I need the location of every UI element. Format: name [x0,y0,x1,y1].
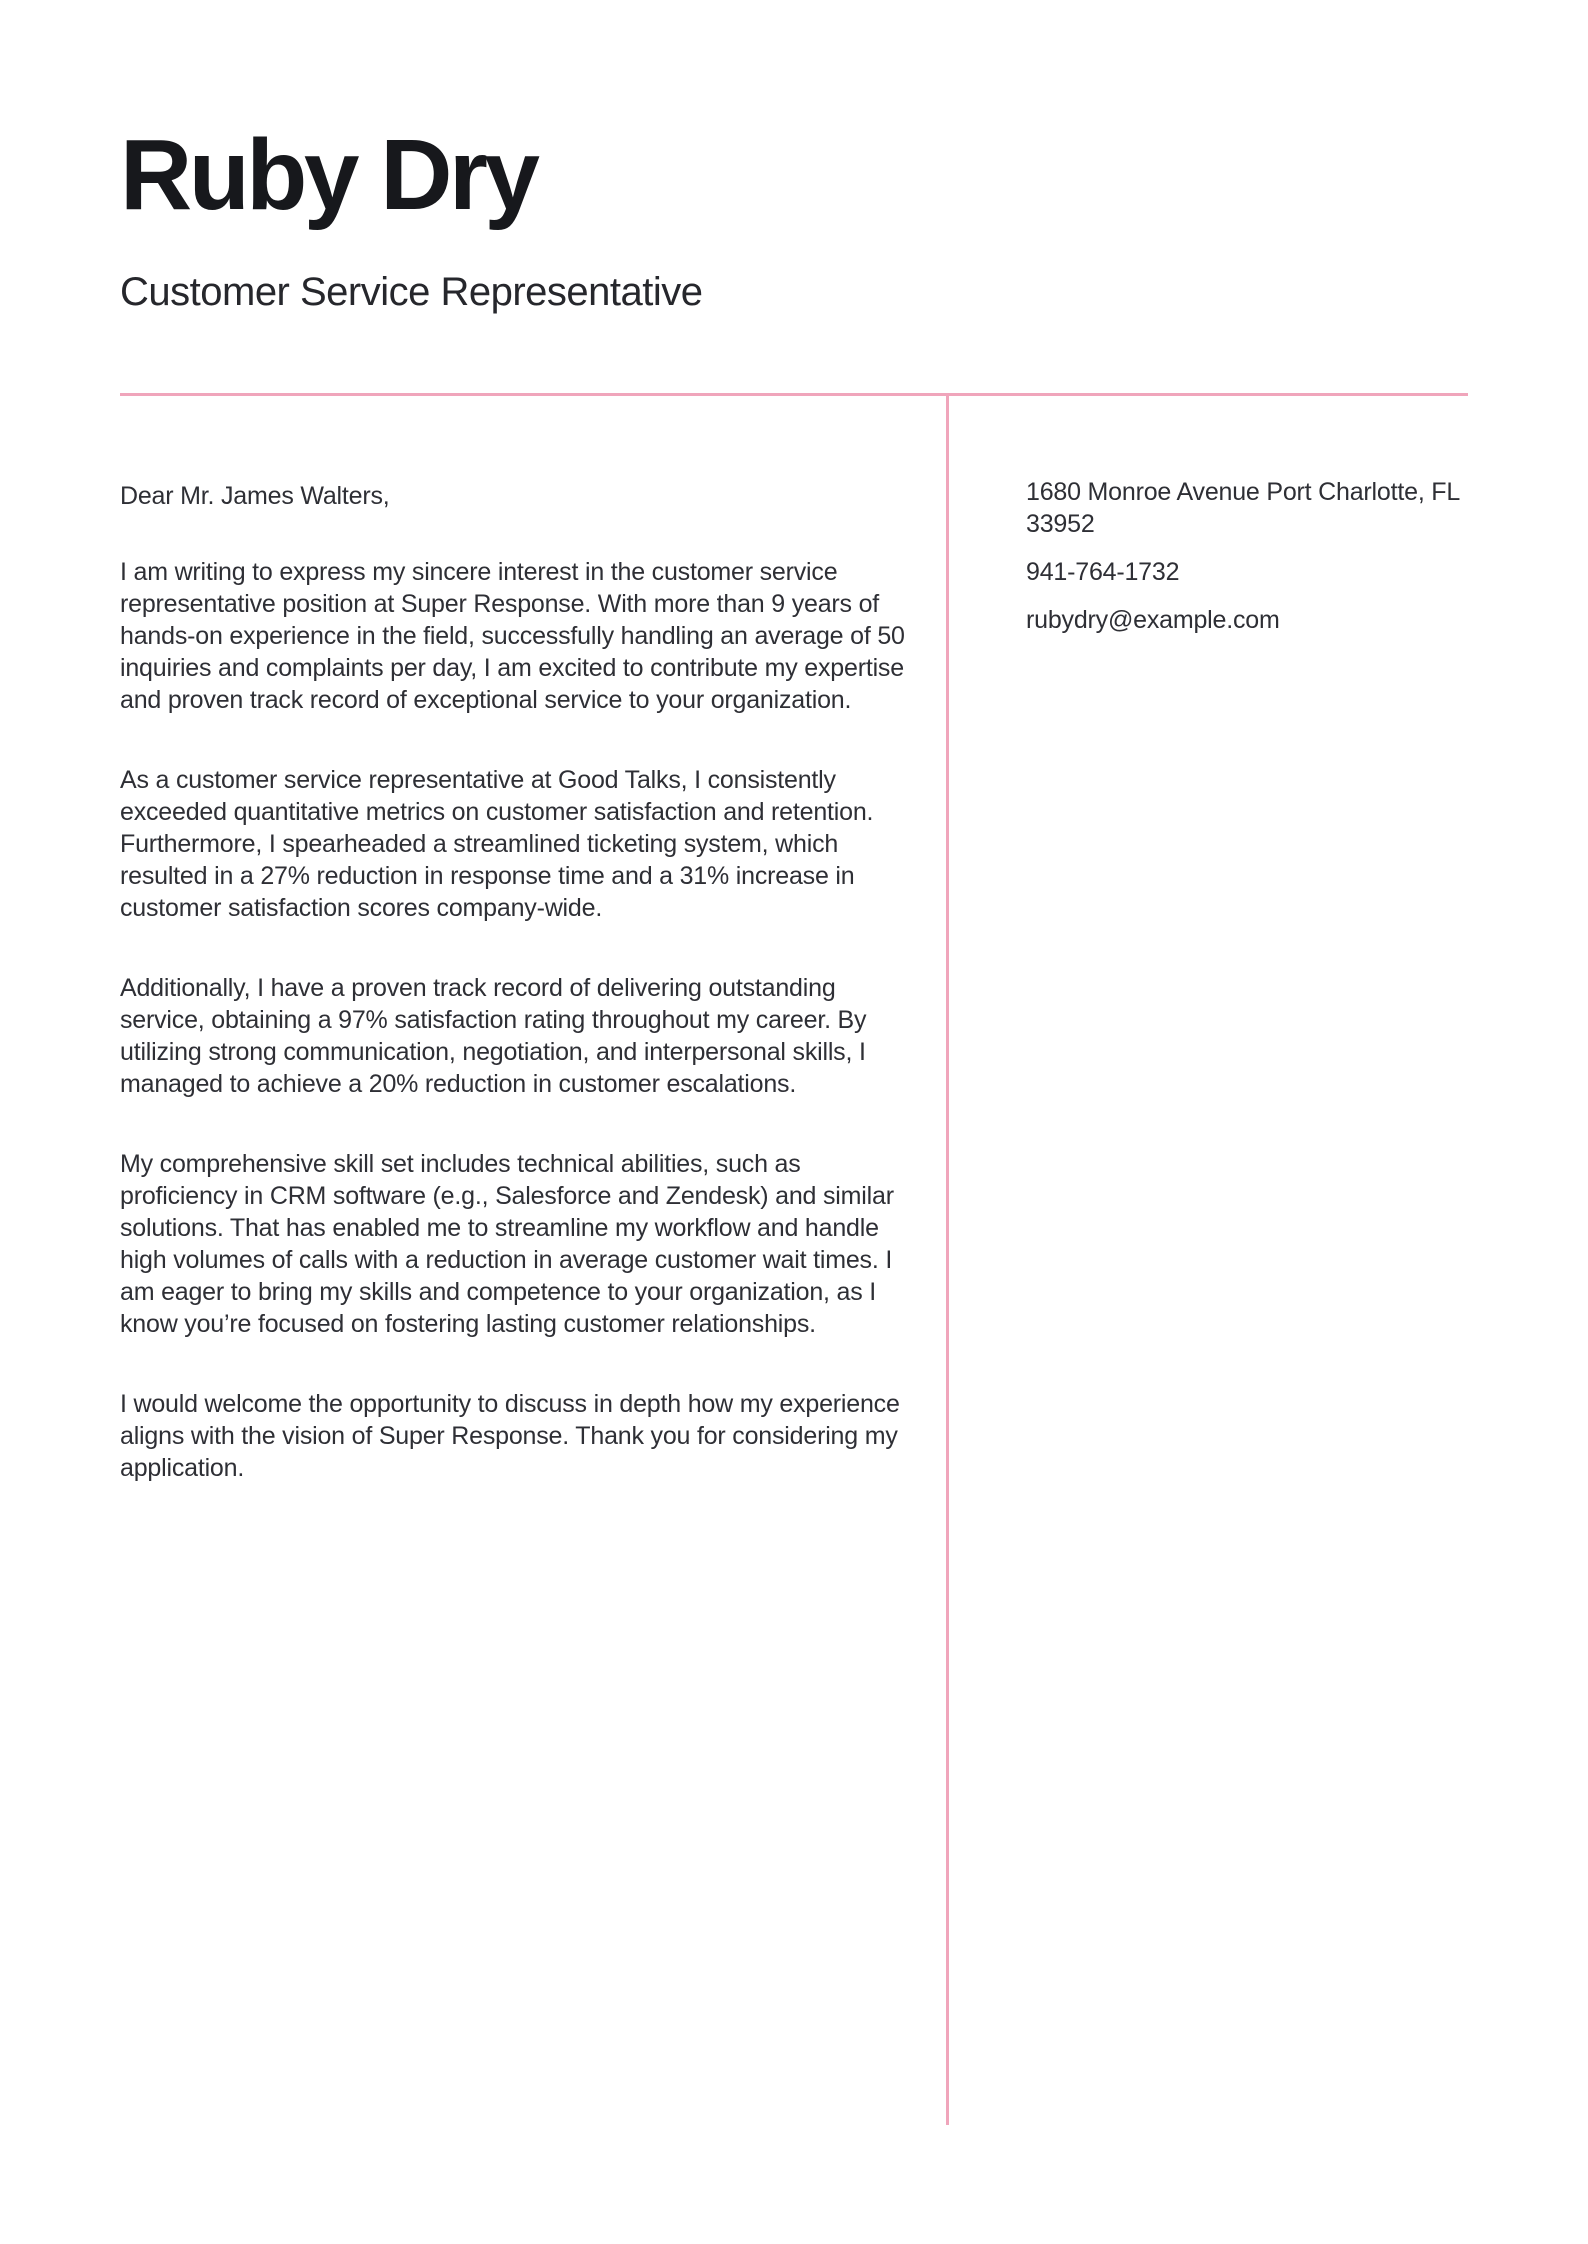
contact-column [949,396,1468,652]
contact-email: rubydry@example.com [1026,606,1280,634]
contact-address: 1680 Monroe Avenue Port Charlotte, FL 33952 [1026,478,1460,538]
letter-paragraph: I am writing to express my sincere interest in the customer service representative position at Super Response. With more than 9 years of hands-on experience in the field, successfully handling an average of 50 inquiries and complaints per day, I am excited to contribute my expertise and proven track record of exceptional service to your organization. [120,558,905,714]
letter-paragraph: I would welcome the opportunity to discuss in depth how my experience aligns with the vision of Super Response. Thank you for considering my application. [120,1390,900,1482]
letter-paragraph: As a customer service representative at Good Talks, I consistently exceeded quantitative metrics on customer satisfaction and retention. Furthermore, I spearheaded a streamlined ticketing system, which resulted in a 27% reduction in response time and a 31% increase in customer satisfaction scores company-wide. [120,766,874,922]
letter-header [120,119,1468,315]
applicant-name: Ruby Dry [120,119,537,231]
letter-greeting: Dear Mr. James Walters, [120,482,390,510]
applicant-job-title: Customer Service Representative [120,270,703,314]
letter-paragraph: Additionally, I have a proven track record of delivering outstanding service, obtaining a 97% satisfaction rating throughout my career. By utilizing strong communication, negotiation, and interpersonal skills, I managed to achieve a 20% reduction in customer escalations. [120,974,867,1098]
letter-body [120,396,1468,2125]
column-divider-line [946,396,949,2125]
contact-phone: 941-764-1732 [1026,558,1180,586]
letter-content-column [120,396,946,1532]
letter-paragraph: My comprehensive skill set includes technical abilities, such as proficiency in CRM software (e.g., Salesforce and Zendesk) and similar solutions. That has enabled me to streamline my workflow and handle high volumes of calls with a reduction in average customer wait times. I am eager to bring my skills and competence to your organization, as I know you’re focused on fostering lasting customer relationships. [120,1150,894,1338]
